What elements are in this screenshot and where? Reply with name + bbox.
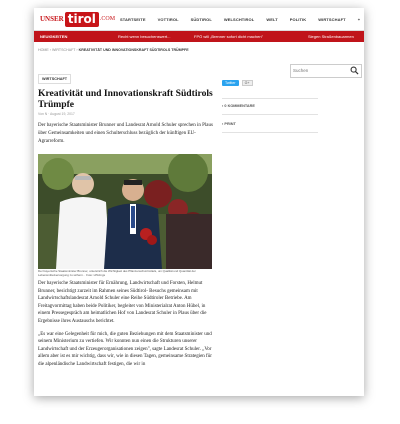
nav-item-wirtschaft[interactable]: WIRTSCHAFT bbox=[318, 16, 346, 22]
print-label: PRINT bbox=[224, 122, 236, 126]
article-photo bbox=[38, 154, 212, 269]
article-paragraph: „Es war eine Gelegenheit für mich, die guten Beziehungen mit dem Staatsminister und seinem Ministerium zu vertiefen. Wir konnten nun einen die Strukturen unserer Landwirtschaft und der Erzeugerorganisationen zeigen", sagte Landesrat Schuler. „Vor allem aber ist es mir wichtig, dass wir, wie in diesen Tagen, gemeinsame Strategien für die alpenländische Landwirtschaft festigen, die wir in bbox=[38, 331, 212, 367]
breadcrumb bbox=[38, 48, 189, 52]
breadcrumb-separator: › bbox=[76, 48, 79, 52]
nav-item-suedtirol[interactable]: SÜDTIROL bbox=[190, 16, 212, 22]
search-box bbox=[290, 64, 362, 78]
ticker-item[interactable]: Recht wenn besuchenswert... bbox=[118, 34, 171, 39]
breadcrumb-section[interactable]: WIRTSCHAFT bbox=[51, 48, 76, 52]
article-paragraph: Der bayerische Staatsminister für Ernährung, Landwirtschaft und Forsten, Helmut Brunner, besichtigt zurzeit im Rahmen seines Südtirol- Besuchs gemeinsam mit Landwirtschaftslandesrat Arnold Schuler eine Reihe Südtiroler Betriebe. Am Freitagvormittag haben beide Politiker, begleitet von Ministerialrat Anton Hübel, in einem Pressegespräch am heimatlichen Hof von Landesrat Schuler in Plaus über die Ergebnisse ihres Austauschs berichtet. bbox=[38, 281, 207, 324]
site-logo[interactable] bbox=[40, 11, 115, 27]
logo-prefix: UNSER bbox=[40, 15, 64, 23]
main-nav bbox=[120, 8, 364, 30]
category-badge[interactable]: WIRTSCHAFT bbox=[38, 74, 71, 84]
news-ticker bbox=[34, 31, 364, 42]
logo-main: tirol bbox=[65, 12, 99, 27]
ticker-item[interactable]: FPÖ will „Brenner sofort dicht machen" bbox=[194, 34, 263, 39]
print-link[interactable] bbox=[222, 122, 236, 126]
nav-item-vottirol[interactable]: VOTTIROL bbox=[157, 16, 179, 22]
breadcrumb-home[interactable]: HOME bbox=[38, 48, 49, 52]
sidebar-divider bbox=[222, 114, 318, 115]
social-buttons bbox=[222, 80, 253, 86]
nav-item-welschtirol[interactable]: WELSCHTIROL bbox=[223, 16, 255, 22]
browser-page bbox=[34, 8, 364, 396]
article-lead: Der bayerische Staatsminister Brunner und Landesrat Arnold Schuler sprechen in Plaus über Gemeinsamkeiten und einen Schulterschluss bezüglich der künftigen EU- Agrarreform. bbox=[38, 123, 213, 144]
twitter-share-button[interactable]: Twitter bbox=[222, 80, 239, 86]
nav-item-welt[interactable]: WELT bbox=[266, 16, 278, 22]
logo-suffix: .COM bbox=[99, 16, 116, 22]
site-header bbox=[34, 8, 364, 31]
article-meta: Von N · August 19, 2017 bbox=[38, 112, 75, 116]
comments-label: 0 KOMMENTARE bbox=[224, 104, 255, 108]
sidebar-divider bbox=[222, 98, 318, 99]
search-icon[interactable] bbox=[350, 66, 359, 75]
photo-illustration bbox=[38, 154, 212, 269]
nav-item-startseite[interactable]: STARTSEITE bbox=[120, 16, 146, 22]
comment-icon: ▪ bbox=[222, 104, 225, 108]
nav-item-politik[interactable]: POLITIK bbox=[289, 16, 307, 22]
photo-caption: Der bayerische Staatsminister Brunner, unterstrich die Wichtigkeit des Pflanzenschutzmittels, um Qualität und Quantität der Lebensmittelversorgung zu sichern. · Foto: LPA/mgs bbox=[38, 269, 196, 277]
breadcrumb-separator: › bbox=[49, 48, 52, 52]
gplus-share-button[interactable]: G+ bbox=[242, 80, 253, 86]
print-icon: ▪ bbox=[222, 122, 225, 126]
search-input[interactable] bbox=[293, 66, 347, 75]
comments-link[interactable] bbox=[222, 104, 255, 108]
article-body bbox=[38, 280, 216, 374]
ticker-label: NEUIGKEITEN bbox=[34, 31, 118, 42]
breadcrumb-current: KREATIVITÄT UND INNOVATIONSKRAFT SÜDTIROLS TRÜMPFE bbox=[78, 48, 189, 52]
ticker-item[interactable]: Siegen Straßenbauarmen bbox=[308, 34, 354, 39]
nav-more-button[interactable]: + bbox=[357, 16, 361, 22]
article-title: Kreativität und Innovationskraft Südtirols Trümpfe bbox=[38, 88, 213, 110]
sidebar-divider bbox=[222, 132, 318, 133]
